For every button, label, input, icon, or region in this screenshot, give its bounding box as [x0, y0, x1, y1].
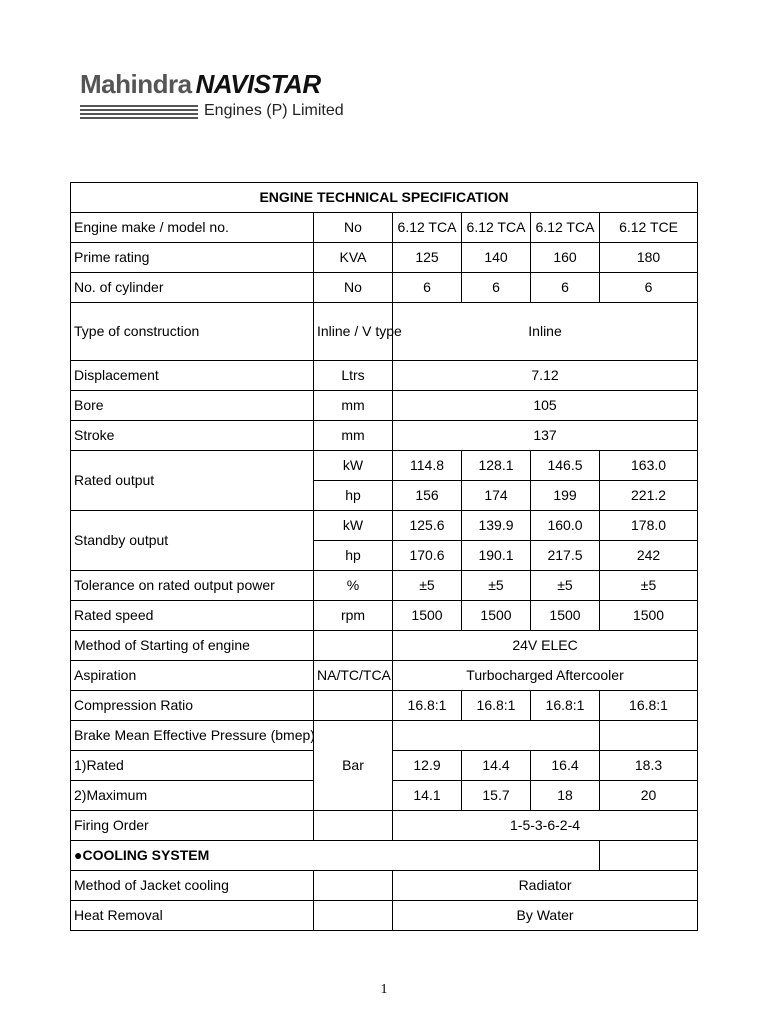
cell-value: 1500 [393, 601, 462, 631]
cell-value: 1500 [462, 601, 531, 631]
row-unit: mm [314, 391, 393, 421]
cell-value: 174 [462, 481, 531, 511]
cell-value: 1-5-3-6-2-4 [393, 811, 698, 841]
empty-cell [393, 721, 600, 751]
cell-value: 12.9 [393, 751, 462, 781]
row-label: Method of Jacket cooling [71, 871, 314, 901]
row-unit: mm [314, 421, 393, 451]
cell-value: 6.12 TCA [531, 213, 600, 243]
cell-value: 114.8 [393, 451, 462, 481]
cell-value: 6 [600, 273, 698, 303]
row-label: 1)Rated [71, 751, 314, 781]
logo-subtitle: Engines (P) Limited [204, 102, 344, 119]
table-row [71, 661, 698, 691]
cell-value: 16.4 [531, 751, 600, 781]
cell-value: 6 [531, 273, 600, 303]
table-row [71, 601, 698, 631]
page-number: 1 [380, 982, 388, 997]
cell-value: 170.6 [393, 541, 462, 571]
row-label: Rated output [71, 451, 314, 511]
cell-value: 6 [393, 273, 462, 303]
cell-value: 6.12 TCE [600, 213, 698, 243]
row-unit: Bar [314, 721, 393, 811]
table-row [71, 391, 698, 421]
row-label: Displacement [71, 361, 314, 391]
row-label: Engine make / model no. [71, 213, 314, 243]
logo-brand-navistar: NAVISTAR [195, 69, 321, 99]
cell-value: 140 [462, 243, 531, 273]
cell-value: 160.0 [531, 511, 600, 541]
row-label: Bore [71, 391, 314, 421]
row-unit: % [314, 571, 393, 601]
row-label: Compression Ratio [71, 691, 314, 721]
cell-value: 156 [393, 481, 462, 511]
row-unit: hp [314, 541, 393, 571]
row-label: Stroke [71, 421, 314, 451]
cell-value: Inline [393, 303, 698, 361]
cell-value: ±5 [393, 571, 462, 601]
cell-value: By Water [393, 901, 698, 931]
empty-cell [600, 841, 698, 871]
row-label: Tolerance on rated output power [71, 571, 314, 601]
table-row [71, 901, 698, 931]
row-label: Rated speed [71, 601, 314, 631]
cell-value: 1500 [600, 601, 698, 631]
table-row [71, 303, 698, 361]
row-unit: No [314, 273, 393, 303]
cell-value: 6 [462, 273, 531, 303]
cell-value: 199 [531, 481, 600, 511]
row-label: Method of Starting of engine [71, 631, 314, 661]
row-unit [314, 901, 393, 931]
spec-table [70, 182, 698, 931]
row-label: Type of construction [71, 303, 314, 361]
row-unit [314, 871, 393, 901]
table-row [71, 213, 698, 243]
table-row [71, 273, 698, 303]
row-label: No. of cylinder [71, 273, 314, 303]
cell-value: 146.5 [531, 451, 600, 481]
cell-value: 217.5 [531, 541, 600, 571]
cell-value: 221.2 [600, 481, 698, 511]
cell-value: 180 [600, 243, 698, 273]
row-unit: hp [314, 481, 393, 511]
cell-value: 105 [393, 391, 698, 421]
cell-value: 16.8:1 [600, 691, 698, 721]
row-unit [314, 811, 393, 841]
row-label: Brake Mean Effective Pressure (bmep) [71, 721, 314, 751]
table-row [71, 361, 698, 391]
cell-value: 6.12 TCA [462, 213, 531, 243]
cell-value: 24V ELEC [393, 631, 698, 661]
cell-value: 163.0 [600, 451, 698, 481]
cell-value: 18.3 [600, 751, 698, 781]
table-row [71, 871, 698, 901]
cell-value: 15.7 [462, 781, 531, 811]
row-label: 2)Maximum [71, 781, 314, 811]
cell-value: ±5 [600, 571, 698, 601]
logo-wordmark [80, 68, 321, 100]
cell-value: 20 [600, 781, 698, 811]
cell-value: 6.12 TCA [393, 213, 462, 243]
table-row [71, 451, 698, 481]
row-unit: Inline / V type [314, 303, 393, 361]
cell-value: ±5 [462, 571, 531, 601]
cell-value: 160 [531, 243, 600, 273]
table-title-row [71, 183, 698, 213]
table-row [71, 691, 698, 721]
row-label: Heat Removal [71, 901, 314, 931]
logo-brand-mahindra: Mahindra [80, 69, 192, 99]
cell-value: 14.4 [462, 751, 531, 781]
row-unit: No [314, 213, 393, 243]
cell-value: 7.12 [393, 361, 698, 391]
cell-value: 125 [393, 243, 462, 273]
company-logo [80, 68, 344, 124]
cell-value: ±5 [531, 571, 600, 601]
table-title: ENGINE TECHNICAL SPECIFICATION [71, 183, 698, 213]
table-row [71, 571, 698, 601]
cell-value: 16.8:1 [393, 691, 462, 721]
section-header-row [71, 841, 698, 871]
cell-value: 128.1 [462, 451, 531, 481]
row-unit [314, 631, 393, 661]
row-unit: rpm [314, 601, 393, 631]
table-row [71, 511, 698, 541]
row-unit: NA/TC/TCA [314, 661, 393, 691]
row-label: Standby output [71, 511, 314, 571]
cell-value: 190.1 [462, 541, 531, 571]
cell-value: 16.8:1 [462, 691, 531, 721]
cell-value: 242 [600, 541, 698, 571]
table-row [71, 243, 698, 273]
row-unit: KVA [314, 243, 393, 273]
table-row [71, 721, 698, 751]
table-row [71, 421, 698, 451]
row-unit: kW [314, 511, 393, 541]
cell-value: Turbocharged Aftercooler [393, 661, 698, 691]
row-unit: kW [314, 451, 393, 481]
cell-value: 14.1 [393, 781, 462, 811]
row-unit [314, 691, 393, 721]
cell-value: 18 [531, 781, 600, 811]
empty-cell [600, 721, 698, 751]
cell-value: 178.0 [600, 511, 698, 541]
row-label: Firing Order [71, 811, 314, 841]
row-unit: Ltrs [314, 361, 393, 391]
section-heading: ●COOLING SYSTEM [71, 841, 600, 871]
table-row [71, 631, 698, 661]
table-row [71, 811, 698, 841]
cell-value: 16.8:1 [531, 691, 600, 721]
row-label: Prime rating [71, 243, 314, 273]
cell-value: 139.9 [462, 511, 531, 541]
cell-value: 137 [393, 421, 698, 451]
row-label: Aspiration [71, 661, 314, 691]
cell-value: Radiator [393, 871, 698, 901]
cell-value: 125.6 [393, 511, 462, 541]
cell-value: 1500 [531, 601, 600, 631]
logo-speed-lines [80, 104, 198, 120]
